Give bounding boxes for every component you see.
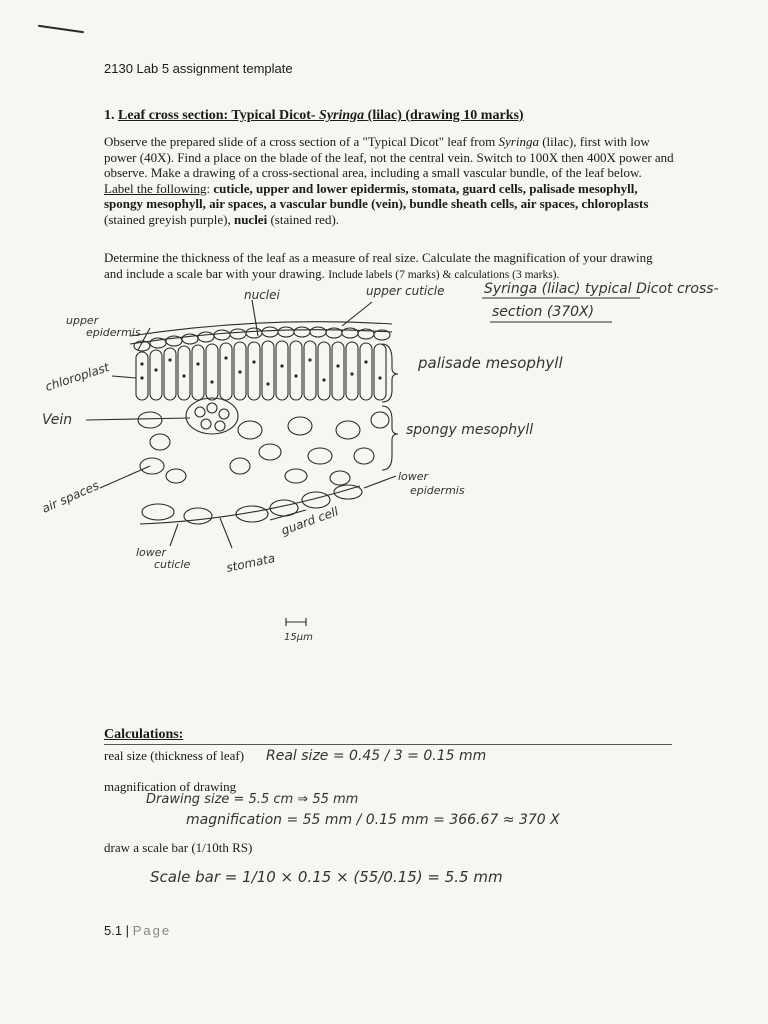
question-title: Leaf cross section: Typical Dicot- Syringa (lilac) (drawing 10 marks)	[118, 108, 524, 123]
real-size-label: real size (thickness of leaf)	[104, 748, 245, 763]
label-air-spaces: air spaces	[39, 478, 102, 516]
magnification-work: magnification = 55 mm / 0.15 mm = 366.67 ≈ 370 X	[186, 812, 560, 828]
scale-bar-calc-label: draw a scale bar (1/10th RS)	[104, 840, 253, 855]
vascular-bundle	[186, 398, 238, 434]
label-lower-epidermis-2: epidermis	[410, 484, 465, 497]
page-footer	[104, 923, 171, 938]
label-nuclei: nuclei	[244, 288, 280, 302]
instructions-paragraph-1: Observe the prepared slide of a cross section of a "Typical Dicot" leaf from Syringa (lilac), first with low power (40X). Find a place on the blade of the leaf, not the central vein. Switch to 100X then 400X power and observe. Make a drawing of a cross-sectional area, including a small vascular bundle, of the leaf below. Label the following: cuticle, upper and lower epidermis, stomata, guard cells, palisade mesophyll, spongy mesophyll, air spaces, a vascular bundle (vein), bundle sheath cells, air spaces, chloroplasts (stained greyish purple), nuclei (stained red).	[104, 134, 674, 227]
label-lower-cuticle-2: cuticle	[154, 558, 191, 571]
chloroplasts	[140, 356, 381, 385]
drawing-title-line-2: section (370X)	[492, 304, 595, 320]
instructions-paragraph-2: Determine the thickness of the leaf as a measure of real size. Calculate the magnification of your drawing and include a scale bar with your drawing. Include labels (7 marks) & calculations (3 marks).	[104, 250, 653, 281]
page-number: 5.1 |	[104, 923, 130, 938]
scale-bar-label: 15µm	[284, 632, 313, 643]
label-stomata: stomata	[225, 551, 277, 575]
magnification-label: magnification of drawing	[104, 779, 237, 794]
label-upper-cuticle: upper cuticle	[366, 284, 445, 298]
label-upper-epidermis-2: epidermis	[86, 326, 141, 339]
label-chloroplast: chloroplast	[43, 360, 111, 394]
calculations-rule	[104, 744, 672, 745]
question-heading	[104, 108, 524, 124]
calculations-heading: Calculations:	[104, 727, 184, 742]
label-spongy-mesophyll: spongy mesophyll	[406, 422, 534, 438]
label-upper-epidermis-1: upper	[66, 314, 99, 327]
pen-mark	[38, 25, 84, 33]
label-lower-epidermis-1: lower	[398, 470, 429, 483]
page-word: Page	[132, 923, 172, 938]
label-vein: Vein	[42, 412, 73, 428]
real-size-work: Real size = 0.45 / 3 = 0.15 mm	[266, 748, 487, 764]
scale-bar-work: Scale bar = 1/10 × 0.15 × (55/0.15) = 5.5 mm	[150, 868, 503, 886]
drawing-size-work: Drawing size = 5.5 cm ⇒ 55 mm	[146, 792, 359, 807]
spongy-mesophyll-cells	[138, 412, 389, 485]
label-guard-cell: guard cell	[279, 504, 341, 538]
question-number: 1.	[104, 108, 115, 123]
page-header: 2130 Lab 5 assignment template	[104, 61, 293, 76]
label-palisade-mesophyll: palisade mesophyll	[418, 354, 563, 372]
label-lower-cuticle-1: lower	[136, 546, 167, 559]
drawing-title-line-1: Syringa (lilac) typical Dicot cross-	[484, 281, 719, 297]
palisade-cells	[136, 341, 386, 400]
